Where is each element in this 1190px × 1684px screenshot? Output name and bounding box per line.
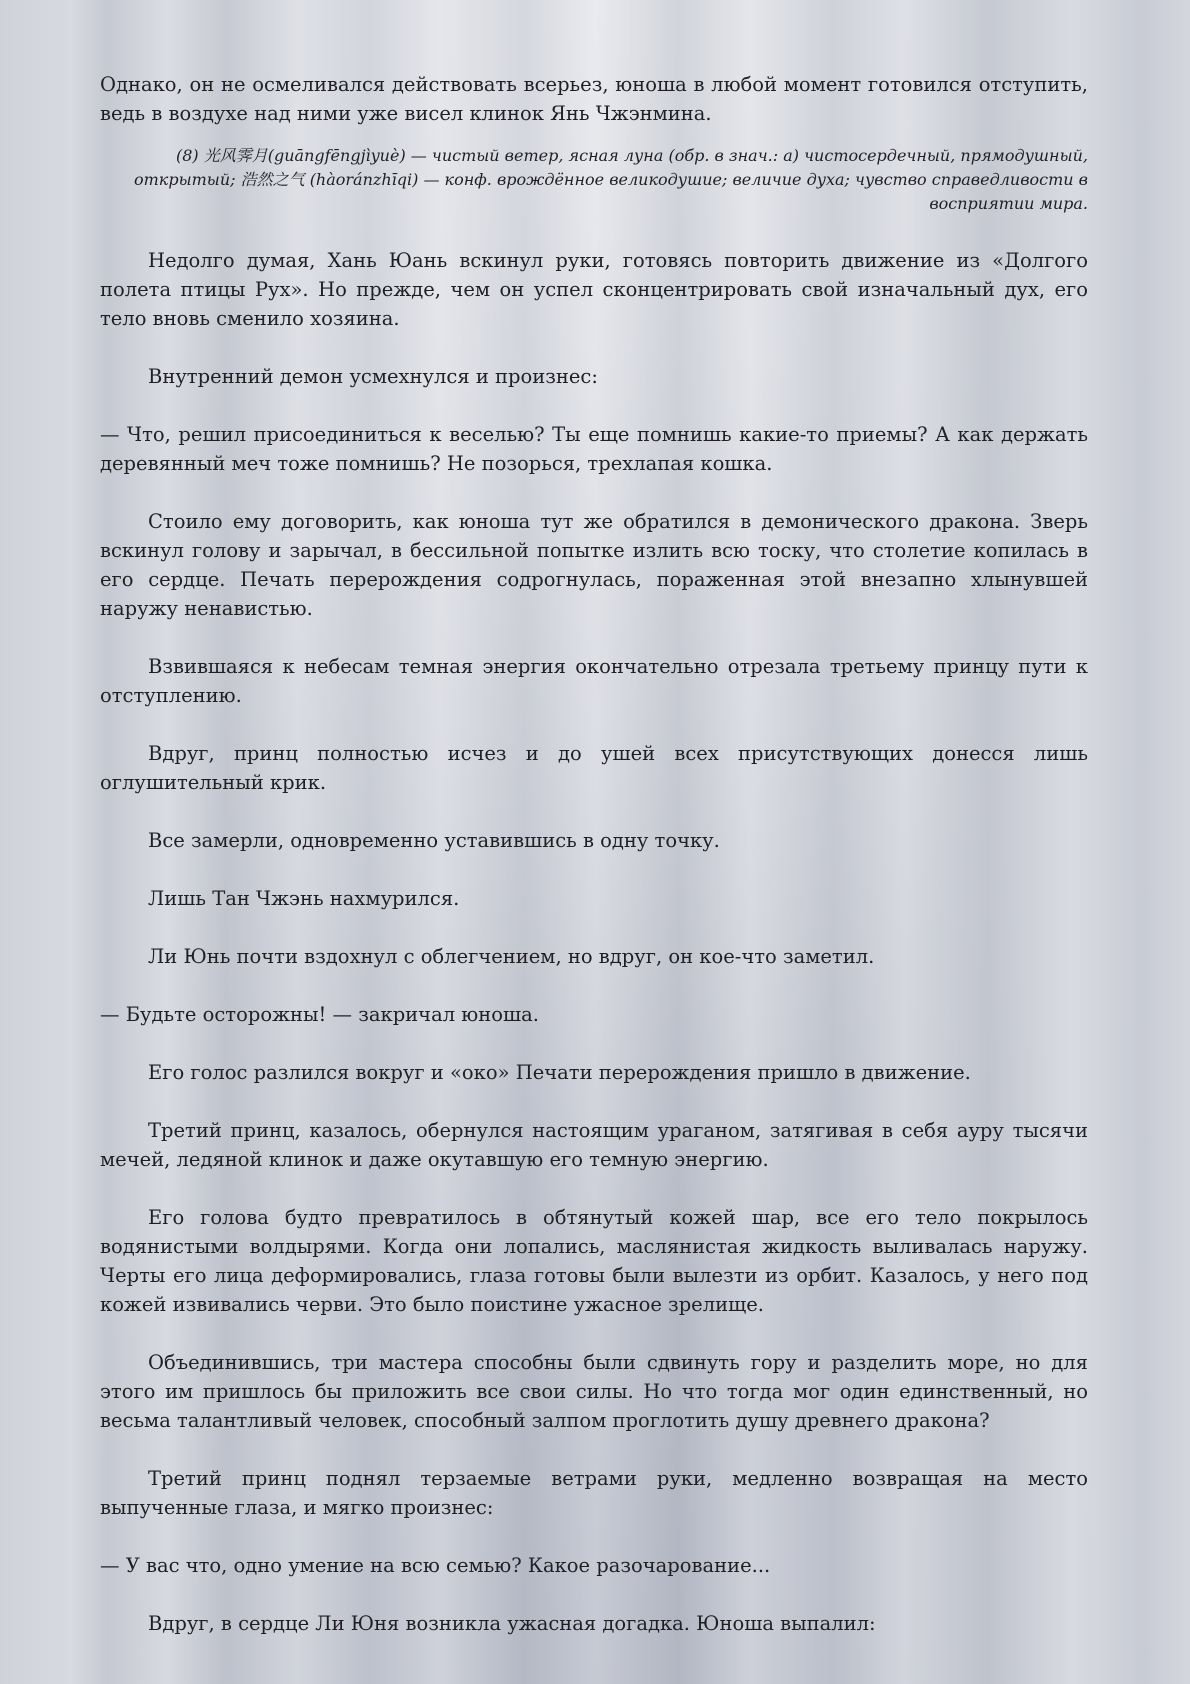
paragraph: Объединившись, три мастера способны были сдвинуть гору и разделить море, но для этого им пришлось бы приложить все свои силы. Но что тогда мог один единственный, но весьма талантливый человек, способный залпом проглотить душу древнего дракона? [100,1351,1088,1432]
footnote: (8) 光风霁月(guāngfēngjìyuè) — чистый ветер, ясная луна (обр. в знач.: а) чистосердечный, прямодушный, открытый; 浩然之气 (hàoránzhīqi) — конф. врождённое великодушие; величие духа; чувство справедливости в восприятии мира. [133,146,1088,213]
paragraph: Ли Юнь почти вздохнул с облегчением, но вдруг, он кое-что заметил. [148,945,875,968]
paragraph: Вдруг, в сердце Ли Юня возникла ужасная догадка. Юноша выпалил: [148,1612,876,1635]
paragraph: Вдруг, принц полностью исчез и до ушей всех присутствующих донесся лишь оглушительный крик. [100,742,1088,794]
paragraph: Лишь Тан Чжэнь нахмурился. [148,887,460,910]
paragraph: Третий принц поднял терзаемые ветрами руки, медленно возвращая на место выпученные глаза, и мягко произнес: [100,1467,1088,1519]
paragraph: Взвившаяся к небесам темная энергия окончательно отрезала третьему принцу пути к отступлению. [100,655,1088,707]
paragraph: Все замерли, одновременно уставившись в одну точку. [148,829,720,852]
paragraph: Его голова будто превратилось в обтянутый кожей шар, все его тело покрылось водянистыми волдырями. Когда они лопались, маслянистая жидкость выливалась наружу. Черты его лица деформировались, глаза готовы были вылезти из орбит. Казалось, у него под кожей извивались черви. Это было поистине ужасное зрелище. [100,1206,1088,1316]
paragraph: Его голос разлился вокруг и «око» Печати перерождения пришло в движение. [148,1061,971,1084]
paragraph: Однако, он не осмеливался действовать всерьез, юноша в любой момент готовился отступить, ведь в воздухе над ними уже висел клинок Янь Чжэнмина. [100,73,1088,125]
paragraph: Третий принц, казалось, обернулся настоящим ураганом, затягивая в себя ауру тысячи мечей, ледяной клинок и даже окутавшую его темную энергию. [100,1119,1088,1171]
dialogue-line: — Что, решил присоединиться к веселью? Ты еще помнишь какие-то приемы? А как держать деревянный меч тоже помнишь? Не позорься, трехлапая кошка. [100,423,1088,475]
page-body [100,70,1088,1638]
paragraph: Стоило ему договорить, как юноша тут же обратился в демонического дракона. Зверь вскинул голову и зарычал, в бессильной попытке излить всю тоску, что столетие копилась в его сердце. Печать перерождения содрогнулась, пораженная этой внезапно хлынувшей наружу ненавистью. [100,510,1088,620]
paragraph: Внутренний демон усмехнулся и произнес: [148,365,598,388]
paragraph: Недолго думая, Хань Юань вскинул руки, готовясь повторить движение из «Долгого полета птицы Рух». Но прежде, чем он успел сконцентрировать свой изначальный дух, его тело вновь сменило хозяина. [100,249,1088,330]
dialogue-line: — Будьте осторожны! — закричал юноша. [100,1003,539,1026]
dialogue-line: — У вас что, одно умение на всю семью? Какое разочарование... [100,1554,771,1577]
